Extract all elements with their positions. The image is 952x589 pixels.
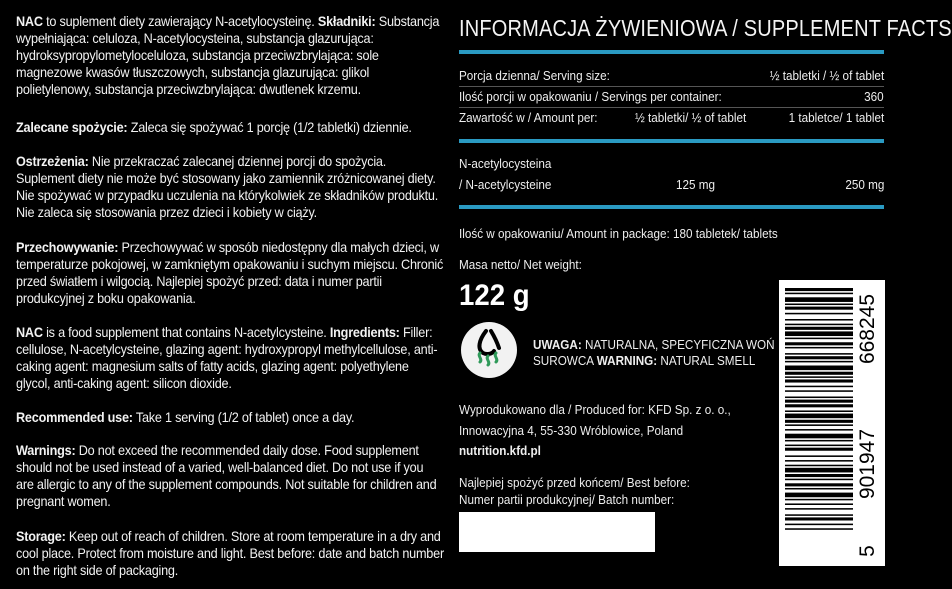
ingredients-en-text: Filler: cellulose, N-acetylcysteine, glazing agent: hydroxypropyl methylcellulose, anti-caking agent: magnesium salts of fatty acids, glazing agent: polyethylene glycol, anti-caking agent: silicon dioxide. — [16, 324, 438, 391]
storage-pl-text: Przechowywać w sposób niedostępny dla małych dzieci, w temperaturze pokojowej, w zamkniętym opakowaniu i suchym miejscu. Chronić przed światłem i wilgocią. Najlepiej spożyć przed: data i numer partii produkcyjnej z boku opakowania. — [16, 239, 444, 306]
barcode-bar — [785, 361, 853, 363]
batch-number-label — [459, 492, 698, 508]
nose-smell-icon — [461, 322, 517, 378]
barcode-bar — [785, 390, 853, 392]
storage-pl — [16, 239, 444, 307]
barcode-bar — [785, 488, 853, 490]
barcode-bar — [785, 404, 853, 407]
ingredients-pl-text: Substancja wypełniająca: celuloza, N-acetylocysteina, substancja glazurująca: hydroksypropylometyloceluloza, substancja przeciwzbrylająca: sole magnezowe kwasów tłuszczowych, substancja glazurująca: glikol polietylenowy, substancja przeciwzbrylająca: dwutlenek krzemu. — [16, 13, 440, 97]
barcode-bar — [785, 376, 853, 378]
smell-warning-pl-label: UWAGA: — [533, 337, 582, 352]
barcode-bar — [785, 493, 853, 498]
smell-warning-en-text: NATURAL SMELL — [657, 353, 756, 368]
description-pl-text: to suplement diety zawierający N-acetylocysteinę. — [42, 13, 318, 29]
warnings-en-label: Warnings: — [16, 442, 76, 458]
barcode-bar — [785, 319, 853, 321]
batch-number-text: Numer partii produkcyjnej/ Batch number: — [459, 492, 675, 507]
ingredient-value-half-text: 125 mg — [676, 177, 716, 192]
barcode — [779, 280, 885, 566]
barcode-bar — [785, 366, 853, 371]
row-divider — [459, 107, 884, 108]
barcode-bar — [785, 324, 853, 326]
warnings-pl-label: Ostrzeżenia: — [16, 153, 89, 169]
barcode-bar — [785, 400, 853, 403]
barcode-bar — [785, 293, 853, 295]
barcode-bar — [785, 517, 853, 520]
warnings-en — [16, 442, 444, 510]
recommended-use-pl-text: Zaleca się spożywać 1 porcję (1/2 tabletki) dziennie. — [127, 119, 412, 135]
barcode-bar — [785, 434, 853, 439]
amount-col-full-text: 1 tabletce/ 1 tablet — [788, 110, 884, 125]
barcode-bar — [785, 448, 853, 451]
barcode-bar — [785, 424, 853, 426]
website-text: nutrition.kfd.pl — [459, 443, 541, 458]
barcode-bar — [785, 379, 853, 382]
serving-size-label-text: Porcja dzienna/ Serving size: — [459, 68, 610, 83]
description-en-text: is a food supplement that contains N-acetylcysteine. — [42, 324, 330, 340]
batch-print-area — [459, 512, 655, 552]
product-name-en: NAC — [16, 324, 43, 340]
barcode-bar — [785, 479, 853, 481]
description-pl — [16, 13, 444, 98]
recommended-use-pl-label: Zalecane spożycie: — [16, 119, 128, 135]
smell-warning — [533, 337, 801, 369]
barcode-bar — [785, 483, 853, 486]
address — [459, 423, 708, 439]
barcode-bar — [785, 465, 853, 467]
barcode-bar — [785, 347, 853, 349]
barcode-group2: 668245 — [856, 293, 879, 365]
amount-col-half-text: ½ tabletki/ ½ of tablet — [635, 110, 747, 125]
smell-warning-line2 — [533, 353, 755, 369]
ingredient-value-full — [841, 177, 884, 193]
recommended-use-en — [16, 409, 444, 426]
amount-col-half — [635, 110, 759, 126]
barcode-bar — [785, 440, 853, 442]
website — [459, 443, 550, 459]
net-weight-value: 122 g — [459, 279, 530, 312]
facts-divider-top — [459, 50, 884, 54]
barcode-bar — [785, 372, 853, 375]
ingredient-value-half — [676, 177, 719, 193]
recommended-use-en-text: Take 1 serving (1/2 of tablet) once a day. — [132, 409, 355, 425]
warnings-pl — [16, 153, 444, 221]
ingredient-value-full-text: 250 mg — [844, 177, 884, 192]
servings-label — [459, 89, 751, 105]
storage-pl-label: Przechowywanie: — [16, 239, 119, 255]
barcode-bar — [785, 331, 853, 336]
barcode-bar — [785, 445, 853, 447]
recommended-use-pl — [16, 119, 444, 136]
smell-warning-en-label: WARNING: — [596, 353, 658, 368]
smell-warning-line1 — [533, 337, 775, 353]
servings-value-text: 360 — [864, 89, 884, 104]
barcode-bar — [785, 356, 853, 359]
ingredients-en-label: Ingredients: — [329, 324, 400, 340]
warnings-en-text: Do not exceed the recommended daily dose. Food supplement should not be used instead of a varied, well-balanced diet. Do not use if you are allergic to any of the supplement compounds. Not suitable for children and pregnant women. — [16, 442, 437, 509]
best-before-text: Najlepiej spożyć przed końcem/ Best before: — [459, 475, 690, 490]
servings-value — [862, 89, 884, 105]
barcode-bar — [785, 455, 853, 457]
serving-size-value — [757, 68, 884, 84]
best-before-label — [459, 475, 716, 491]
barcode-lead-digit: 5 — [856, 545, 879, 557]
barcode-bar — [785, 508, 853, 510]
facts-title: INFORMACJA ŻYWIENIOWA / SUPPLEMENT FACTS — [459, 15, 952, 41]
barcode-bar — [785, 474, 853, 477]
ingredient-name-en-text: / N-acetylcysteine — [459, 177, 552, 192]
produced-for-text: Wyprodukowano dla / Produced for: KFD Sp. z o. o., — [459, 402, 731, 417]
ingredient-name-pl-text: N-acetylocysteina — [459, 156, 552, 171]
barcode-bar — [785, 342, 853, 345]
barcode-bar — [785, 429, 853, 431]
barcode-bar — [785, 386, 853, 388]
barcode-bar — [785, 397, 853, 399]
barcode-group1: 901947 — [856, 428, 879, 500]
package-amount — [459, 226, 813, 242]
net-weight-label — [459, 257, 596, 273]
amount-label — [459, 110, 613, 126]
description-en — [16, 324, 444, 392]
servings-label-text: Ilość porcji w opakowaniu / Servings per container: — [459, 89, 722, 104]
storage-en — [16, 528, 444, 579]
barcode-bar — [785, 410, 853, 412]
ingredient-name-en — [459, 177, 562, 193]
ingredients-pl-label: Składniki: — [317, 13, 376, 29]
address-text: Innowacyjna 4, 55-330 Wróblowice, Poland — [459, 423, 684, 438]
net-weight-label-text: Masa netto/ Net weight: — [459, 257, 582, 272]
barcode-bar — [785, 420, 853, 423]
storage-en-label: Storage: — [16, 528, 66, 544]
barcode-bar — [785, 327, 853, 330]
barcode-digits — [855, 286, 881, 562]
barcode-bar — [785, 297, 853, 302]
barcode-bar — [785, 468, 853, 473]
produced-for — [459, 402, 761, 418]
storage-en-text: Keep out of reach of children. Store at room temperature in a dry and cool place. Protect from moisture and light. Best before: date and batch number on the right side of packaging. — [16, 528, 444, 578]
amount-label-text: Zawartość w / Amount per: — [459, 110, 598, 125]
barcode-bar — [785, 353, 853, 355]
barcode-bar — [785, 460, 853, 462]
ingredient-name-pl — [459, 156, 562, 172]
barcode-bar — [785, 288, 853, 291]
smell-warning-pl-text-end: SUROWCA — [533, 353, 597, 368]
barcode-bar — [785, 414, 853, 419]
row-divider — [459, 86, 884, 87]
product-name-pl: NAC — [16, 13, 43, 29]
barcode-bar — [785, 307, 853, 310]
smell-warning-pl-text: NATURALNA, SPECYFICZNA WOŃ — [581, 337, 775, 352]
serving-size-value-text: ½ tabletki / ½ of tablet — [769, 68, 884, 83]
barcode-bar — [785, 338, 853, 340]
barcode-bars — [779, 280, 855, 566]
barcode-bar — [785, 503, 853, 505]
barcode-bar — [785, 524, 853, 526]
facts-divider-mid — [459, 139, 884, 143]
barcode-bar — [785, 499, 853, 501]
barcode-bar — [785, 304, 853, 306]
barcode-bar — [785, 528, 853, 530]
package-amount-text: Ilość w opakowaniu/ Amount in package: 180 tabletek/ tablets — [459, 226, 778, 241]
nose-smell-icon-graphic — [461, 322, 517, 378]
barcode-bar — [785, 313, 853, 315]
facts-divider-bottom — [459, 205, 884, 209]
amount-col-full — [778, 110, 884, 126]
warnings-pl-text: Nie przekraczać zalecanej dziennej porcji do spożycia. Suplement diety nie może być stosowany jako zamiennik zróżnicowanej diety. Nie spożywać w przypadku uczulenia na którykolwiek ze składników produktu. Nie zaleca się stosowania przez dzieci i kobiety w ciąży. — [16, 153, 438, 220]
recommended-use-en-label: Recommended use: — [16, 409, 133, 425]
barcode-bar — [785, 514, 853, 516]
serving-size-label — [459, 68, 627, 84]
